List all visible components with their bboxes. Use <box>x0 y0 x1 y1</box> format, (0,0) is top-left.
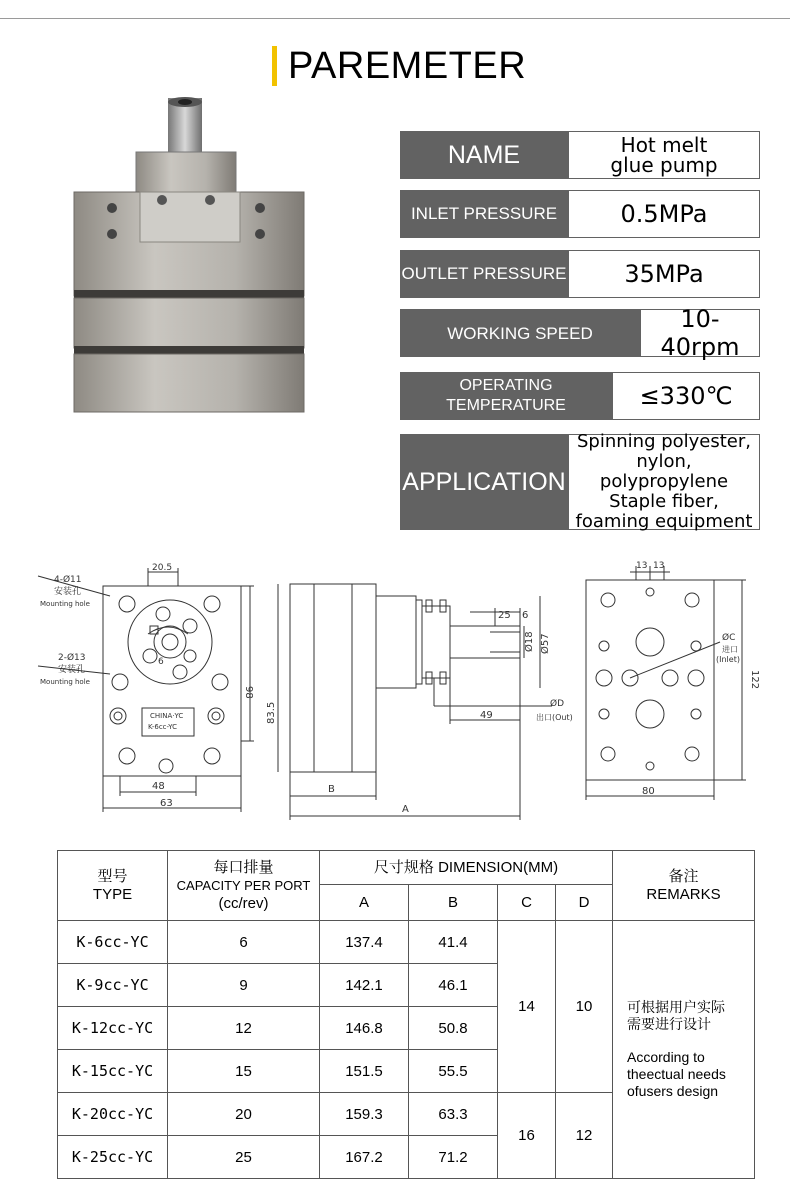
table-row: K-9cc-YC 9 142.1 46.1 <box>58 964 755 1007</box>
header-c: C <box>498 885 556 921</box>
param-label: INLET PRESSURE <box>400 190 568 238</box>
param-label: NAME <box>400 131 568 179</box>
cell-c-group1: 14 <box>498 921 556 1093</box>
header-dimension: 尺寸规格 DIMENSION(MM) <box>320 851 613 885</box>
drawing-label: ØD <box>550 699 565 709</box>
drawing-label: Mounting hole <box>40 600 90 608</box>
cell-d-group2: 12 <box>556 1093 613 1179</box>
drawing-dim: Ø57 <box>540 633 551 654</box>
nameplate-text: K-6cc-YC <box>148 723 178 731</box>
drawing-label: (Inlet) <box>716 655 740 664</box>
drawing-label: 出口(Out) <box>536 713 573 722</box>
param-row-outlet-pressure <box>400 250 760 298</box>
drawing-dim: 80 <box>642 786 655 797</box>
header-remarks: 备注 REMARKS <box>613 851 755 921</box>
drawing-label: 2-Ø13 <box>58 653 86 663</box>
spec-table <box>57 850 755 1179</box>
rear-view-drawing <box>586 566 746 800</box>
param-label: OPERATING TEMPERATURE <box>400 372 612 420</box>
drawing-dim: 48 <box>152 781 165 792</box>
drawing-dim: Ø18 <box>524 631 535 652</box>
header-b: B <box>409 885 498 921</box>
drawing-dim: 13 <box>636 561 648 571</box>
drawing-label: ØC <box>722 633 736 643</box>
table-row: K-12cc-YC 12 146.8 50.8 <box>58 1007 755 1050</box>
header-d: D <box>556 885 613 921</box>
page-title: PAREMETER <box>288 45 527 87</box>
technical-drawings <box>30 556 770 828</box>
drawing-dim: 25 <box>498 610 511 621</box>
param-row-working-speed <box>400 305 760 361</box>
side-view-drawing <box>278 584 552 820</box>
header-a: A <box>320 885 409 921</box>
cell-d-group1: 10 <box>556 921 613 1093</box>
header-capacity: 每口排量 CAPACITY PER PORT (cc/rev) <box>168 851 320 921</box>
param-value: Spinning polyester, nylon, polypropylene Staple fiber, foaming equipment <box>568 434 760 530</box>
drawing-label: 4-Ø11 <box>54 575 82 585</box>
param-label: OUTLET PRESSURE <box>400 250 568 298</box>
drawing-dim: 13 <box>653 561 665 571</box>
drawing-label: Mounting hole <box>40 678 90 686</box>
drawing-label: 安装孔 <box>58 665 86 675</box>
drawing-dim: 6 <box>522 610 529 621</box>
drawing-dim: A <box>402 804 409 815</box>
param-label: APPLICATION <box>400 434 568 530</box>
drawing-dim: 49 <box>480 710 493 721</box>
table-row: K-25cc-YC 25 167.2 71.2 <box>58 1136 755 1179</box>
table-row: K-6cc-YC 6 137.4 41.4 14 10 可根据用户实际需要进行设计 According to theectual needs ofusers design <box>58 921 755 964</box>
param-value: 35MPa <box>568 250 760 298</box>
table-row: K-15cc-YC 15 151.5 55.5 <box>58 1050 755 1093</box>
table-row: K-20cc-YC 20 159.3 63.3 16 12 <box>58 1093 755 1136</box>
drawing-dim: B <box>328 784 335 795</box>
drawing-label: 安装孔 <box>54 587 82 597</box>
param-label: WORKING SPEED <box>400 309 640 357</box>
nameplate-text: CHINA·YC <box>150 712 184 720</box>
drawing-dim: 122 <box>749 670 760 690</box>
cell-c-group2: 16 <box>498 1093 556 1179</box>
param-value: Hot melt glue pump <box>568 131 760 179</box>
drawing-dim: 6 <box>158 657 164 667</box>
param-row-inlet-pressure <box>400 190 760 238</box>
param-row-name <box>400 131 760 179</box>
drawing-label: 进口 <box>722 645 738 654</box>
drawing-dim: 98 <box>243 686 254 699</box>
title-accent-bar <box>272 46 277 86</box>
param-value: 0.5MPa <box>568 190 760 238</box>
header-type: 型号 TYPE <box>58 851 168 921</box>
drawing-dim: 83.5 <box>266 701 277 724</box>
pump-photo <box>70 96 310 414</box>
top-divider <box>0 18 790 19</box>
param-value: ≤330℃ <box>612 372 760 420</box>
param-value: 10-40rpm <box>640 309 760 357</box>
drawing-dim: 20.5 <box>152 563 173 573</box>
drawing-dim: 63 <box>160 798 173 809</box>
param-row-operating-temperature <box>400 372 760 420</box>
remarks-cell: 可根据用户实际需要进行设计 According to theectual needs ofusers design <box>613 921 755 1179</box>
param-row-application <box>400 431 760 532</box>
